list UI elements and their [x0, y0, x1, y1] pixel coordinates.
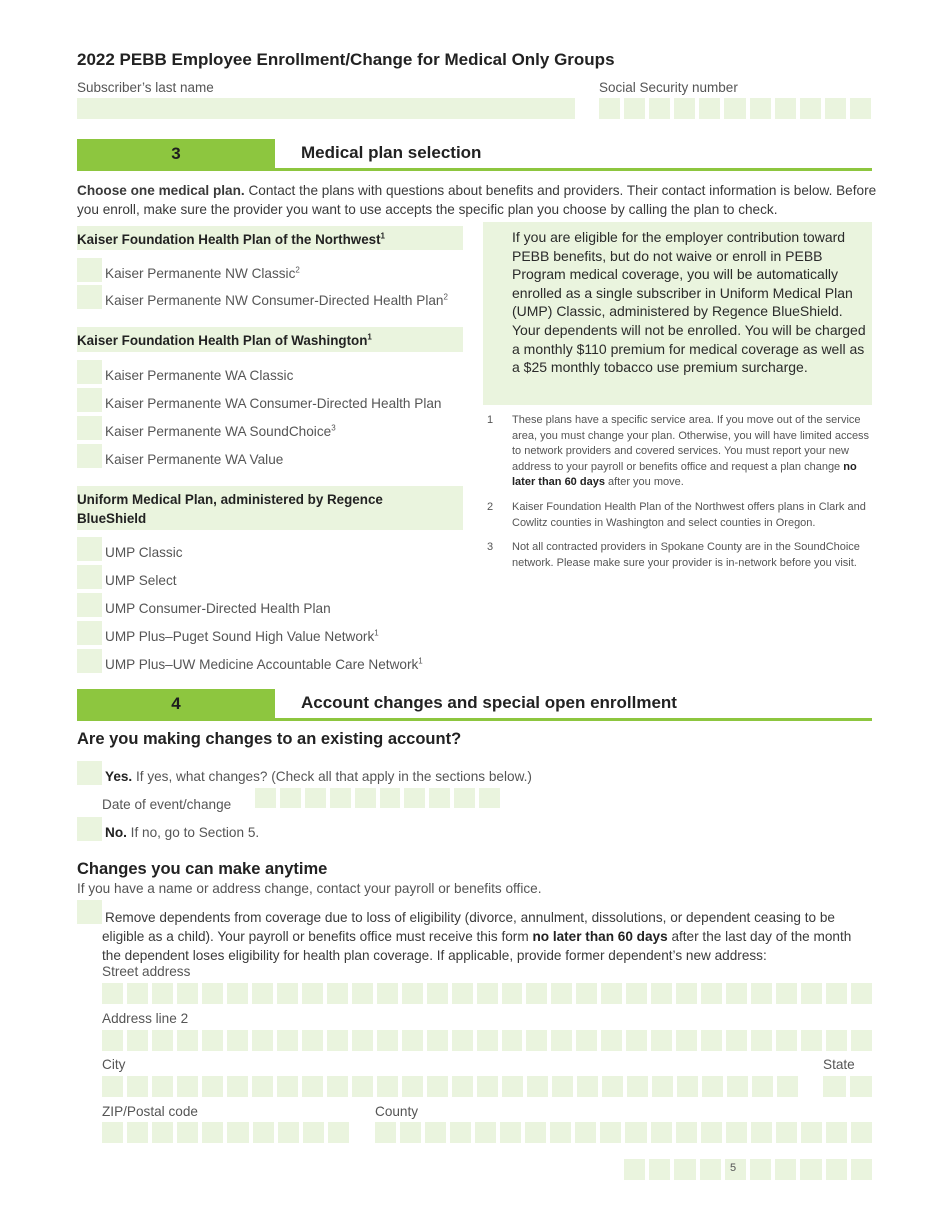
- zip-char-box[interactable]: [202, 1122, 223, 1143]
- footnote-2: 2 Kaiser Foundation Health Plan of the Northwest offers plans in Clark and Cowlitz counties in Washington and select counties in Oregon.: [487, 501, 866, 529]
- street-char-box[interactable]: [152, 983, 173, 1004]
- address2-char-box[interactable]: [377, 1030, 398, 1051]
- checkbox-yes[interactable]: [77, 761, 102, 785]
- page-number: 5: [730, 1162, 737, 1174]
- street-char-box[interactable]: [701, 983, 722, 1004]
- date-char-box[interactable]: [330, 788, 351, 808]
- option-kaiser-wa-value: Kaiser Permanente WA Value: [105, 452, 284, 467]
- yes-option: Yes. If yes, what changes? (Check all that apply in the sections below.): [105, 769, 532, 784]
- state-char-box[interactable]: [823, 1076, 846, 1097]
- checkbox-ump-select[interactable]: [77, 565, 102, 589]
- zip-char-box[interactable]: [177, 1122, 198, 1143]
- city-char-box[interactable]: [227, 1076, 248, 1097]
- street-char-box[interactable]: [377, 983, 398, 1004]
- address-line-2-label: Address line 2: [102, 1011, 189, 1026]
- option-kaiser-wa-cdhp: Kaiser Permanente WA Consumer-Directed Health Plan: [105, 396, 442, 411]
- address2-char-box[interactable]: [601, 1030, 622, 1051]
- city-char-box[interactable]: [577, 1076, 598, 1097]
- county-char-box[interactable]: [625, 1122, 646, 1143]
- anytime-changes-heading: Changes you can make anytime: [77, 860, 328, 878]
- zip-char-box[interactable]: [152, 1122, 173, 1143]
- county-char-box[interactable]: [701, 1122, 722, 1143]
- county-char-box[interactable]: [751, 1122, 772, 1143]
- option-ump-select: UMP Select: [105, 573, 177, 588]
- address2-char-box[interactable]: [651, 1030, 672, 1051]
- ssn-digit-box[interactable]: [599, 98, 620, 119]
- city-label: City: [102, 1057, 126, 1072]
- address2-char-box[interactable]: [177, 1030, 198, 1051]
- section-4-title: Account changes and special open enrollment: [301, 693, 677, 712]
- footnote-3: 3 Not all contracted providers in Spokane County are in the SoundChoice network. Please make sure your provider is in-network before you visit.: [487, 541, 860, 569]
- address2-char-box[interactable]: [402, 1030, 423, 1051]
- address2-char-box[interactable]: [626, 1030, 647, 1051]
- plan-group-ump: Uniform Medical Plan, administered by Regence BlueShield: [77, 486, 463, 530]
- address2-char-box[interactable]: [477, 1030, 498, 1051]
- checkbox-kaiser-wa-soundchoice[interactable]: [77, 416, 102, 440]
- footer-box: [750, 1159, 771, 1180]
- county-char-box[interactable]: [500, 1122, 521, 1143]
- ssn-digit-box[interactable]: [750, 98, 771, 119]
- option-kaiser-nw-classic: Kaiser Permanente NW Classic$^2$: [105, 265, 300, 281]
- existing-account-question: Are you making changes to an existing account?: [77, 730, 462, 748]
- street-char-box[interactable]: [826, 983, 847, 1004]
- ssn-digit-box[interactable]: [850, 98, 871, 119]
- zip-char-box[interactable]: [278, 1122, 299, 1143]
- checkbox-ump-classic[interactable]: [77, 537, 102, 561]
- city-char-box[interactable]: [502, 1076, 523, 1097]
- last-name-field[interactable]: [77, 98, 575, 119]
- checkbox-no[interactable]: [77, 817, 102, 841]
- checkbox-kaiser-wa-cdhp[interactable]: [77, 388, 102, 412]
- county-char-box[interactable]: [475, 1122, 496, 1143]
- section-4-header: [77, 689, 872, 721]
- checkbox-ump-plus-puget[interactable]: [77, 621, 102, 645]
- county-char-box[interactable]: [676, 1122, 697, 1143]
- address2-char-box[interactable]: [676, 1030, 697, 1051]
- city-char-box[interactable]: [202, 1076, 223, 1097]
- address2-char-box[interactable]: [427, 1030, 448, 1051]
- county-char-box[interactable]: [801, 1122, 822, 1143]
- checkbox-remove-dependents[interactable]: [77, 900, 102, 924]
- state-char-box[interactable]: [850, 1076, 873, 1097]
- checkbox-ump-plus-uw[interactable]: [77, 649, 102, 673]
- city-char-box[interactable]: [627, 1076, 648, 1097]
- city-char-box[interactable]: [527, 1076, 548, 1097]
- street-char-box[interactable]: [202, 983, 223, 1004]
- ssn-digit-box[interactable]: [825, 98, 846, 119]
- city-char-box[interactable]: [677, 1076, 698, 1097]
- address2-char-box[interactable]: [352, 1030, 373, 1051]
- address2-char-box[interactable]: [202, 1030, 223, 1051]
- date-char-box[interactable]: [280, 788, 301, 808]
- city-char-box[interactable]: [102, 1076, 123, 1097]
- checkbox-ump-cdhp[interactable]: [77, 593, 102, 617]
- city-field[interactable]: [102, 1076, 798, 1097]
- ssn-digit-box[interactable]: [724, 98, 745, 119]
- city-char-box[interactable]: [352, 1076, 373, 1097]
- ssn-digit-box[interactable]: [649, 98, 670, 119]
- address2-char-box[interactable]: [127, 1030, 148, 1051]
- date-of-event-field[interactable]: [255, 788, 500, 808]
- footer-box: [775, 1159, 796, 1180]
- street-char-box[interactable]: [751, 983, 772, 1004]
- zip-char-box[interactable]: [303, 1122, 324, 1143]
- address2-char-box[interactable]: [227, 1030, 248, 1051]
- option-ump-plus-puget: UMP Plus–Puget Sound High Value Network$^1$: [105, 628, 379, 644]
- address2-char-box[interactable]: [526, 1030, 547, 1051]
- city-char-box[interactable]: [777, 1076, 798, 1097]
- form-title: 2022 PEBB Employee Enrollment/Change for Medical Only Groups: [77, 50, 615, 69]
- county-char-box[interactable]: [450, 1122, 471, 1143]
- city-char-box[interactable]: [702, 1076, 723, 1097]
- street-char-box[interactable]: [576, 983, 597, 1004]
- remove-dependents-text: Remove dependents from coverage due to loss of eligibility (divorce, annulment, dissolutions, or dependent ceasing to be eligible as a child). Your payroll or benefits office must receive this form no later than 60 days after the last day of the month the dependent loses eligibility for health plan coverage. If applicable, provide former dependent’s new address:: [102, 910, 852, 963]
- street-char-box[interactable]: [127, 983, 148, 1004]
- address-line-2-field[interactable]: [102, 1030, 872, 1051]
- plan-group-kaiser-nw: Kaiser Foundation Health Plan of the Northwest$^1$: [77, 226, 463, 250]
- default-enrollment-notice: If you are eligible for the employer contribution toward PEBB benefits, but do not waive or enroll in PEBB Program medical coverage, you will be automatically enrolled as a single subscriber in Uniform Medical Plan (UMP) Classic, administered by Regence BlueShield. Your dependents will not be enrolled. You will be charged a monthly $110 premium for medical coverage as well as a $25 monthly tobacco use premium surcharge.: [483, 222, 872, 405]
- section-3-header: [77, 139, 872, 171]
- date-char-box[interactable]: [255, 788, 276, 808]
- option-ump-classic: UMP Classic: [105, 545, 183, 560]
- city-char-box[interactable]: [177, 1076, 198, 1097]
- footer-box: [800, 1159, 821, 1180]
- city-char-box[interactable]: [727, 1076, 748, 1097]
- address2-char-box[interactable]: [327, 1030, 348, 1051]
- section-3-intro: [77, 181, 877, 219]
- county-char-box[interactable]: [550, 1122, 571, 1143]
- address2-char-box[interactable]: [252, 1030, 273, 1051]
- ssn-digit-box[interactable]: [775, 98, 796, 119]
- intro-bold: Choose one medical plan.: [77, 183, 245, 198]
- ssn-digit-box[interactable]: [800, 98, 821, 119]
- city-char-box[interactable]: [302, 1076, 323, 1097]
- city-char-box[interactable]: [277, 1076, 298, 1097]
- address2-char-box[interactable]: [102, 1030, 123, 1051]
- state-label: State: [823, 1057, 855, 1072]
- section-3-title: Medical plan selection: [301, 143, 482, 162]
- section-4-number: 4: [77, 689, 275, 718]
- city-char-box[interactable]: [127, 1076, 148, 1097]
- street-char-box[interactable]: [402, 983, 423, 1004]
- county-char-box[interactable]: [851, 1122, 872, 1143]
- checkbox-kaiser-wa-value[interactable]: [77, 444, 102, 468]
- street-char-box[interactable]: [302, 983, 323, 1004]
- address2-char-box[interactable]: [277, 1030, 298, 1051]
- city-char-box[interactable]: [477, 1076, 498, 1097]
- plan-group-kaiser-wa: Kaiser Foundation Health Plan of Washington$^1$: [77, 327, 463, 352]
- date-char-box[interactable]: [305, 788, 326, 808]
- address2-char-box[interactable]: [726, 1030, 747, 1051]
- date-char-box[interactable]: [380, 788, 401, 808]
- street-char-box[interactable]: [626, 983, 647, 1004]
- option-kaiser-nw-cdhp: Kaiser Permanente NW Consumer-Directed Health Plan$^2$: [105, 292, 448, 308]
- street-char-box[interactable]: [252, 983, 273, 1004]
- street-address-label: Street address: [102, 964, 191, 979]
- street-address-field[interactable]: [102, 983, 872, 1004]
- address2-char-box[interactable]: [776, 1030, 797, 1051]
- address2-char-box[interactable]: [801, 1030, 822, 1051]
- footer-box: [700, 1159, 721, 1180]
- county-char-box[interactable]: [425, 1122, 446, 1143]
- address2-char-box[interactable]: [152, 1030, 173, 1051]
- option-ump-plus-uw: UMP Plus–UW Medicine Accountable Care Network$^1$: [105, 656, 423, 672]
- address2-char-box[interactable]: [302, 1030, 323, 1051]
- section-3-number: 3: [77, 139, 275, 168]
- street-char-box[interactable]: [651, 983, 672, 1004]
- ssn-label: Social Security number: [599, 80, 738, 95]
- ssn-digit-box[interactable]: [699, 98, 720, 119]
- street-char-box[interactable]: [452, 983, 473, 1004]
- county-char-box[interactable]: [776, 1122, 797, 1143]
- street-char-box[interactable]: [676, 983, 697, 1004]
- footer-box: [624, 1159, 645, 1180]
- checkbox-kaiser-nw-cdhp[interactable]: [77, 285, 102, 309]
- street-char-box[interactable]: [477, 983, 498, 1004]
- zip-char-box[interactable]: [328, 1122, 349, 1143]
- street-char-box[interactable]: [352, 983, 373, 1004]
- city-char-box[interactable]: [752, 1076, 773, 1097]
- address2-char-box[interactable]: [452, 1030, 473, 1051]
- footnote-1: 1 These plans have a specific service area. If you move out of the service area, you must change your plan. Otherwise, you will have limited access to network providers and covered services. You must report your new address to your payroll or benefits office and request a plan change no later than 60 days after you move.: [487, 414, 870, 488]
- city-char-box[interactable]: [452, 1076, 473, 1097]
- section-4-rule: [77, 718, 872, 721]
- ssn-digit-box[interactable]: [674, 98, 695, 119]
- zip-char-box[interactable]: [102, 1122, 123, 1143]
- checkbox-kaiser-wa-classic[interactable]: [77, 360, 102, 384]
- county-label: County: [375, 1104, 419, 1119]
- street-char-box[interactable]: [726, 983, 747, 1004]
- footer-box: [674, 1159, 695, 1180]
- zip-char-box[interactable]: [227, 1122, 248, 1143]
- street-char-box[interactable]: [327, 983, 348, 1004]
- city-char-box[interactable]: [252, 1076, 273, 1097]
- state-field[interactable]: [823, 1076, 872, 1097]
- footer-box-row: [624, 1159, 872, 1180]
- county-char-box[interactable]: [525, 1122, 546, 1143]
- last-name-label: Subscriber’s last name: [77, 80, 214, 95]
- street-char-box[interactable]: [801, 983, 822, 1004]
- street-char-box[interactable]: [776, 983, 797, 1004]
- intro-text: Contact the plans with questions about benefits and providers. Their contact information is below. Before you enroll, make sure the provider you want to use accepts the specific plan you choose by calling the plan to check.: [77, 183, 877, 217]
- street-char-box[interactable]: [502, 983, 523, 1004]
- no-option: No. If no, go to Section 5.: [105, 825, 260, 840]
- street-char-box[interactable]: [551, 983, 572, 1004]
- county-field[interactable]: [375, 1122, 872, 1143]
- county-char-box[interactable]: [575, 1122, 596, 1143]
- street-char-box[interactable]: [851, 983, 872, 1004]
- ssn-digit-box[interactable]: [624, 98, 645, 119]
- address2-char-box[interactable]: [701, 1030, 722, 1051]
- county-char-box[interactable]: [726, 1122, 747, 1143]
- street-char-box[interactable]: [102, 983, 123, 1004]
- street-char-box[interactable]: [227, 983, 248, 1004]
- zip-label: ZIP/Postal code: [102, 1104, 198, 1119]
- footer-box: [851, 1159, 872, 1180]
- city-char-box[interactable]: [377, 1076, 398, 1097]
- checkbox-kaiser-nw-classic[interactable]: [77, 258, 102, 282]
- date-char-box[interactable]: [355, 788, 376, 808]
- county-char-box[interactable]: [826, 1122, 847, 1143]
- option-kaiser-wa-classic: Kaiser Permanente WA Classic: [105, 368, 294, 383]
- city-char-box[interactable]: [427, 1076, 448, 1097]
- city-char-box[interactable]: [552, 1076, 573, 1097]
- city-char-box[interactable]: [402, 1076, 423, 1097]
- date-char-box[interactable]: [479, 788, 500, 808]
- city-char-box[interactable]: [152, 1076, 173, 1097]
- option-kaiser-wa-soundchoice: Kaiser Permanente WA SoundChoice$^3$: [105, 423, 336, 439]
- address2-char-box[interactable]: [826, 1030, 847, 1051]
- option-ump-cdhp: UMP Consumer-Directed Health Plan: [105, 601, 331, 616]
- county-char-box[interactable]: [600, 1122, 621, 1143]
- address2-char-box[interactable]: [751, 1030, 772, 1051]
- address2-char-box[interactable]: [851, 1030, 872, 1051]
- city-char-box[interactable]: [602, 1076, 623, 1097]
- street-char-box[interactable]: [427, 983, 448, 1004]
- street-char-box[interactable]: [526, 983, 547, 1004]
- date-char-box[interactable]: [454, 788, 475, 808]
- address2-char-box[interactable]: [551, 1030, 572, 1051]
- date-char-box[interactable]: [404, 788, 425, 808]
- city-char-box[interactable]: [652, 1076, 673, 1097]
- county-char-box[interactable]: [651, 1122, 672, 1143]
- date-char-box[interactable]: [429, 788, 450, 808]
- zip-field[interactable]: [102, 1122, 349, 1143]
- address2-char-box[interactable]: [502, 1030, 523, 1051]
- address2-char-box[interactable]: [576, 1030, 597, 1051]
- footer-box: [826, 1159, 847, 1180]
- street-char-box[interactable]: [277, 983, 298, 1004]
- ssn-field[interactable]: [599, 98, 871, 119]
- section-3-rule: [77, 168, 872, 171]
- county-char-box[interactable]: [400, 1122, 421, 1143]
- street-char-box[interactable]: [601, 983, 622, 1004]
- county-char-box[interactable]: [375, 1122, 396, 1143]
- footer-box: [649, 1159, 670, 1180]
- date-of-event-label: Date of event/change: [102, 797, 232, 812]
- zip-char-box[interactable]: [127, 1122, 148, 1143]
- street-char-box[interactable]: [177, 983, 198, 1004]
- city-char-box[interactable]: [327, 1076, 348, 1097]
- zip-char-box[interactable]: [253, 1122, 274, 1143]
- anytime-changes-note: If you have a name or address change, contact your payroll or benefits office.: [77, 881, 542, 896]
